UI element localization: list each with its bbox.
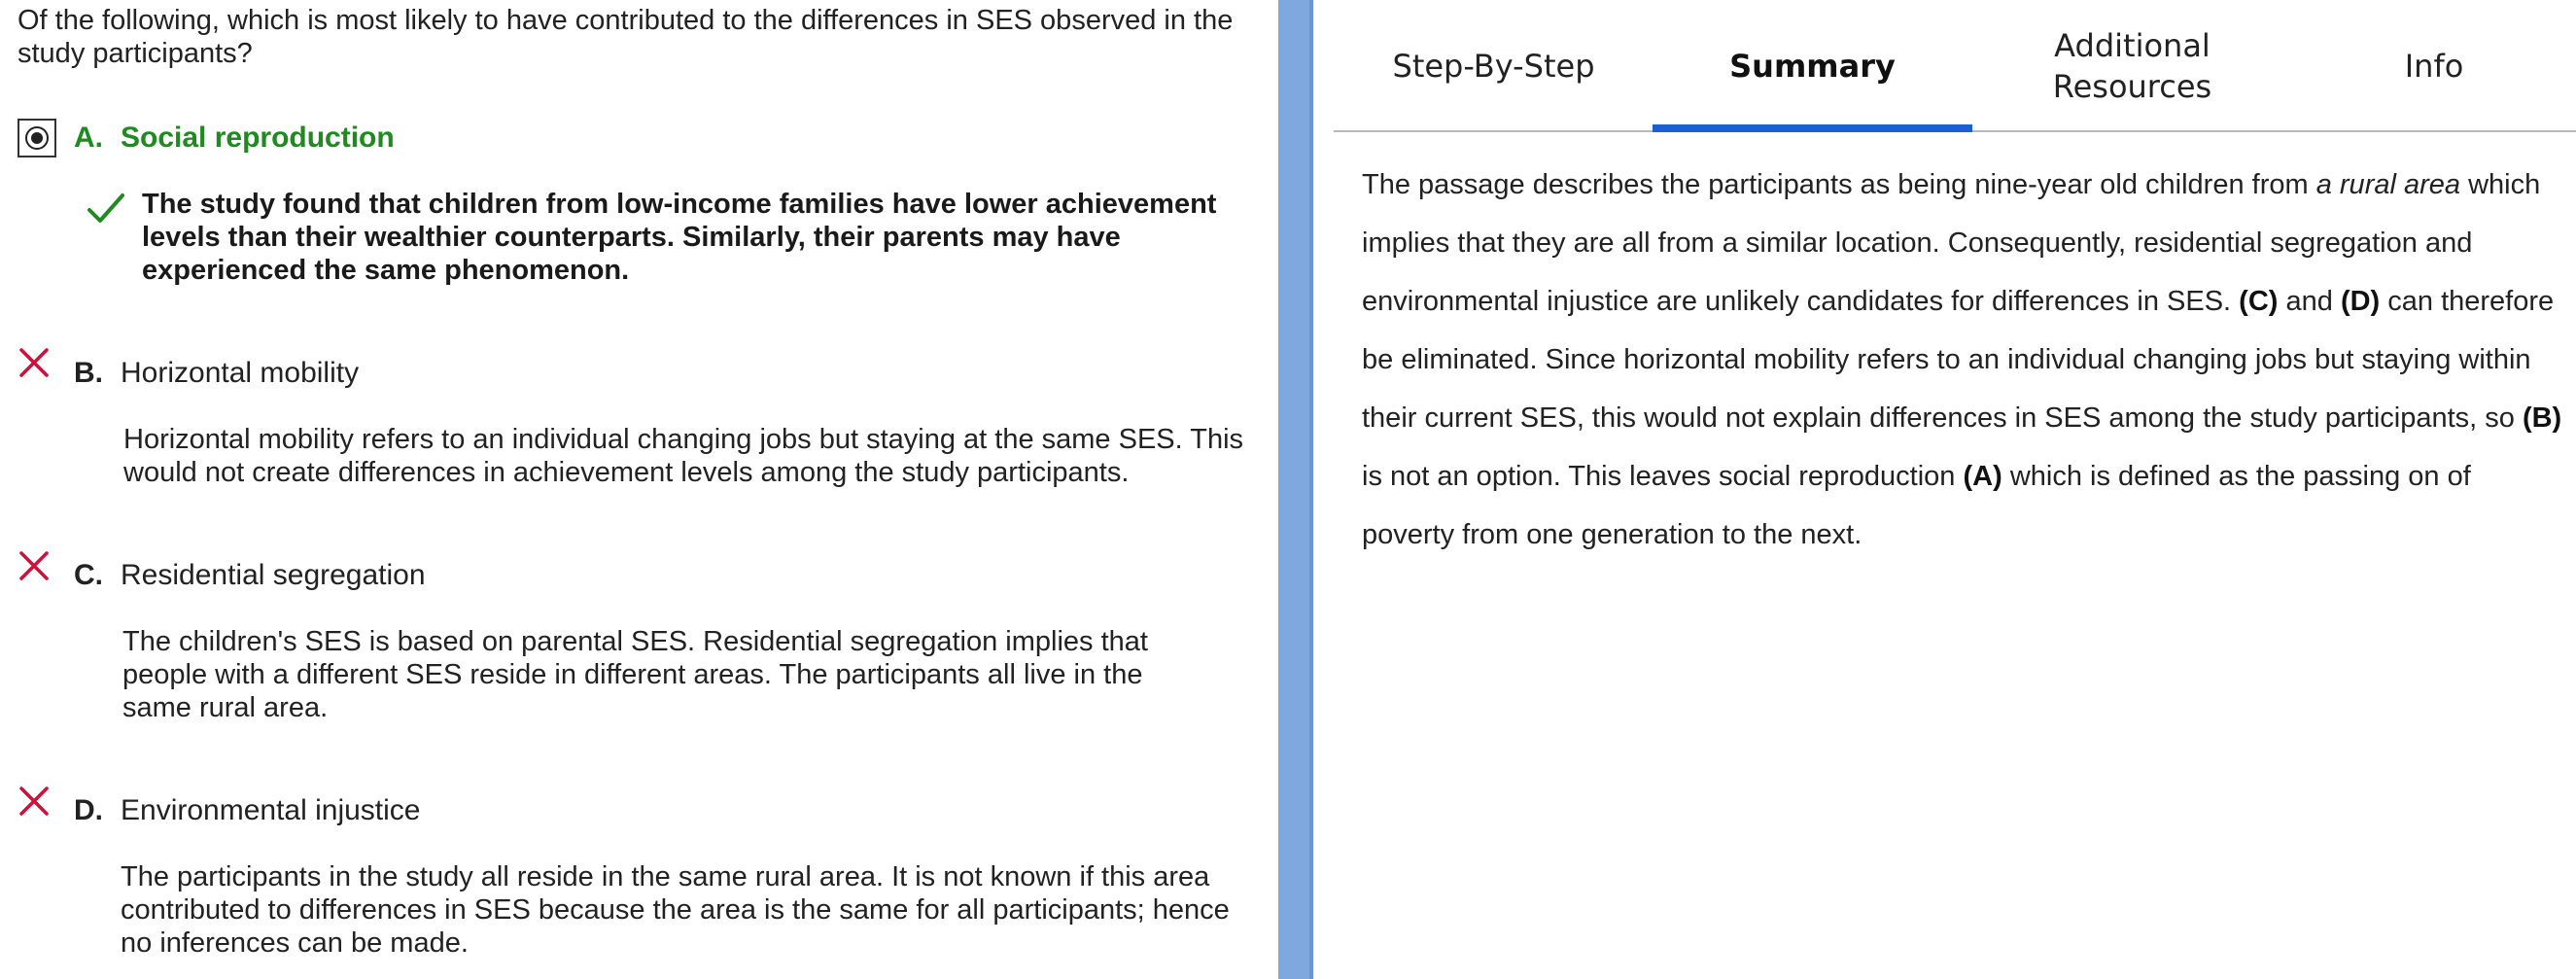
- choice-c-label: Residential segregation: [121, 559, 426, 591]
- summary-text: [1362, 156, 2567, 564]
- choice-c[interactable]: [74, 558, 426, 593]
- tab-additional-resources[interactable]: [1972, 0, 2292, 132]
- choice-a-explanation: The study found that children from low-income families have lower achievement levels than their wealthier counterparts. Similarly, their parents may have experienced the same phenomenon.: [142, 189, 1217, 286]
- summary-part: The passage describes the participants as being nine-year old children from: [1362, 169, 2316, 200]
- x-mark-icon: [17, 785, 51, 818]
- choice-b[interactable]: [74, 356, 359, 391]
- x-mark-icon: [17, 346, 51, 379]
- pane-divider[interactable]: [1278, 0, 1313, 979]
- tab-info[interactable]: Info: [2404, 48, 2464, 85]
- tab-additional-resources-label: Additional Resources: [2052, 27, 2212, 105]
- summary-italic: a rural area: [2315, 169, 2461, 200]
- explanation-pane: [1313, 0, 2576, 979]
- summary-bold-d: (D): [2340, 286, 2381, 317]
- choice-a-letter: A.: [74, 122, 103, 154]
- summary-part: can therefore be eliminated. Since horizontal mobility refers to an individual changing jobs but staying within their current SES, this would not explain differences in SES among the study participants, so: [1362, 286, 2555, 434]
- choice-b-explanation: Horizontal mobility refers to an individual changing jobs but staying at the same SES. This would not create differences in achievement levels among the study participants.: [123, 424, 1244, 488]
- choice-c-letter: C.: [74, 559, 103, 591]
- tab-summary[interactable]: Summary: [1729, 48, 1896, 85]
- summary-part: which is defined as the passing on of poverty from one generation to the next.: [1362, 461, 2471, 550]
- choice-d-letter: D.: [74, 794, 103, 826]
- choice-a-label: Social reproduction: [121, 122, 395, 154]
- x-mark-icon: [17, 549, 51, 582]
- choice-d-explanation: The participants in the study all reside in the same rural area. It is not known if this area contributed to differences in SES because the area is the same for all participants; hence no inferences can be made.: [121, 861, 1230, 959]
- tab-step-by-step[interactable]: Step-By-Step: [1392, 48, 1595, 85]
- tab-bar: [1334, 0, 2576, 132]
- choice-c-explanation: The children's SES is based on parental SES. Residential segregation implies that people with a different SES reside in different areas. The participants all live in the same rural area.: [122, 626, 1148, 723]
- radio-selected-icon[interactable]: [17, 119, 56, 157]
- choice-d[interactable]: [74, 793, 420, 828]
- question-text: Of the following, which is most likely to have contributed to the differences in SES observed in the study participants?: [17, 5, 1234, 69]
- summary-bold-b: (B): [2522, 402, 2562, 434]
- summary-part: which implies that they are all from a similar location. Consequently, residential segregation and environmental injustice are unlikely candidates for differences in SES.: [1362, 169, 2541, 317]
- choice-d-label: Environmental injustice: [121, 794, 421, 826]
- summary-bold-a: (A): [1963, 461, 2002, 492]
- choice-b-letter: B.: [74, 357, 103, 389]
- summary-part: and: [2278, 286, 2341, 317]
- active-tab-indicator: [1653, 124, 1972, 132]
- question-pane: [0, 0, 1278, 979]
- choice-a[interactable]: [17, 119, 395, 157]
- summary-part: is not an option. This leaves social reproduction: [1362, 461, 1964, 492]
- choice-b-label: Horizontal mobility: [121, 357, 360, 389]
- checkmark-icon: [86, 191, 126, 226]
- summary-bold-c: (C): [2239, 286, 2279, 317]
